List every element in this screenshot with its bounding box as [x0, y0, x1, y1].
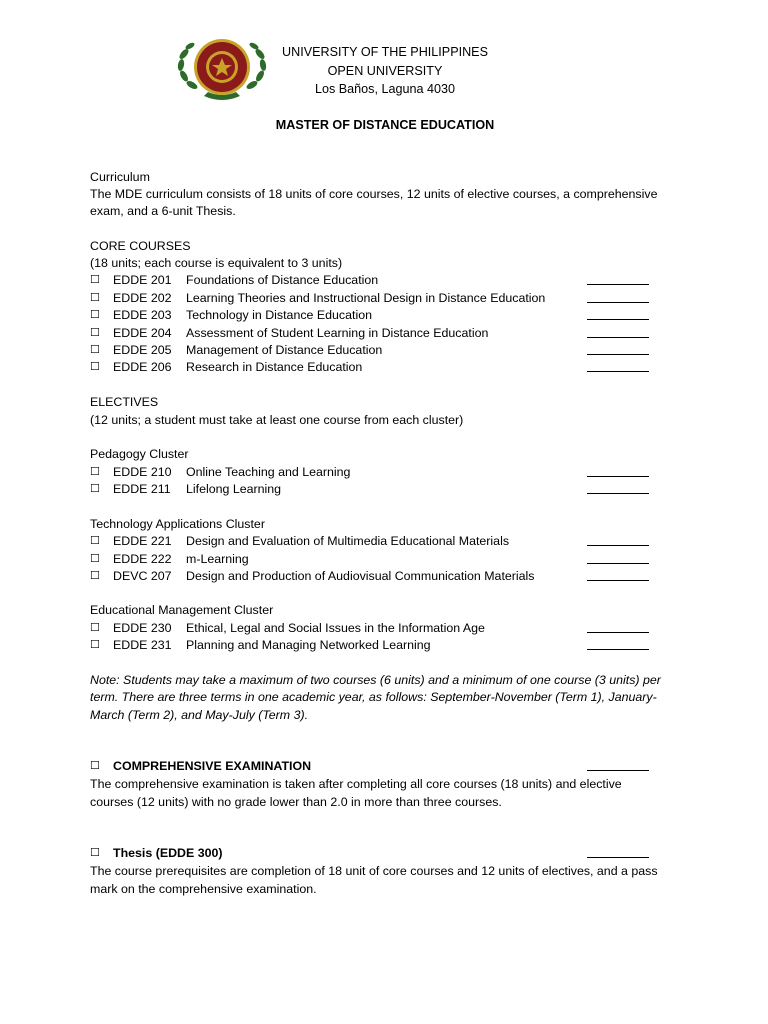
- university-name: UNIVERSITY OF THE PHILIPPINES: [282, 45, 488, 59]
- checkbox[interactable]: ☐: [90, 638, 100, 651]
- course-code: DEVC 207: [113, 569, 172, 583]
- completion-blank[interactable]: [587, 551, 649, 564]
- checkbox[interactable]: ☐: [90, 308, 100, 321]
- course-row: [90, 637, 650, 653]
- course-code: EDDE 201: [113, 273, 172, 287]
- completion-blank[interactable]: [587, 325, 649, 338]
- checkbox[interactable]: ☐: [90, 273, 100, 286]
- completion-blank[interactable]: [587, 533, 649, 546]
- course-row: [90, 272, 650, 288]
- completion-blank[interactable]: [587, 758, 649, 771]
- course-code: EDDE 210: [113, 465, 172, 479]
- thesis-row: [90, 845, 650, 861]
- checkbox[interactable]: ☐: [90, 482, 100, 495]
- checkbox[interactable]: ☐: [90, 621, 100, 634]
- course-title: Management of Distance Education: [186, 343, 383, 357]
- completion-blank[interactable]: [587, 342, 649, 355]
- course-title: Assessment of Student Learning in Distance Education: [186, 326, 489, 340]
- course-row: [90, 533, 650, 549]
- course-title: Online Teaching and Learning: [186, 465, 351, 479]
- comprehensive-exam-row: [90, 758, 650, 774]
- management-cluster-heading: Educational Management Cluster: [90, 603, 274, 617]
- course-row: [90, 481, 650, 497]
- course-code: EDDE 211: [113, 482, 171, 496]
- course-code: EDDE 205: [113, 343, 172, 357]
- course-code: EDDE 206: [113, 360, 172, 374]
- electives-note: (12 units; a student must take at least one course from each cluster): [90, 413, 464, 427]
- program-title: MASTER OF DISTANCE EDUCATION: [275, 118, 495, 132]
- thesis-text-line-1: The course prerequisites are completion of 18 unit of core courses and 12 units of electives, and a pass: [90, 864, 658, 878]
- completion-blank[interactable]: [587, 464, 649, 477]
- curriculum-text-line-1: The MDE curriculum consists of 18 units of core courses, 12 units of elective courses, a comprehensive: [90, 187, 658, 201]
- core-courses-heading: CORE COURSES: [90, 239, 191, 253]
- course-code: EDDE 230: [113, 621, 172, 635]
- completion-blank[interactable]: [587, 290, 649, 303]
- course-code: EDDE 231: [113, 638, 172, 652]
- course-row: [90, 464, 650, 480]
- completion-blank[interactable]: [587, 620, 649, 633]
- course-title: m-Learning: [186, 552, 249, 566]
- comprehensive-text-line-1: The comprehensive examination is taken after completing all core courses (18 units) and elective: [90, 777, 622, 791]
- course-row: [90, 307, 650, 323]
- checkbox[interactable]: ☐: [90, 552, 100, 565]
- course-code: EDDE 222: [113, 552, 172, 566]
- curriculum-heading: Curriculum: [90, 170, 150, 184]
- completion-blank[interactable]: [587, 568, 649, 581]
- course-row: [90, 342, 650, 358]
- course-code: EDDE 203: [113, 308, 172, 322]
- completion-blank[interactable]: [587, 637, 649, 650]
- course-title: Design and Evaluation of Multimedia Educational Materials: [186, 534, 510, 548]
- course-row: [90, 325, 650, 341]
- course-row: [90, 359, 650, 375]
- note-line-1: Note: Students may take a maximum of two courses (6 units) and a minimum of one course (3 units) per: [90, 673, 661, 687]
- course-row: [90, 290, 650, 306]
- course-row: [90, 568, 650, 584]
- pedagogy-cluster-heading: Pedagogy Cluster: [90, 447, 189, 461]
- checkbox[interactable]: ☐: [90, 343, 100, 356]
- technology-cluster-heading: Technology Applications Cluster: [90, 517, 265, 531]
- course-code: EDDE 221: [113, 534, 172, 548]
- curriculum-text-line-2: exam, and a 6-unit Thesis.: [90, 204, 236, 218]
- checkbox[interactable]: ☐: [90, 846, 100, 859]
- checkbox[interactable]: ☐: [90, 326, 100, 339]
- note-line-2: term. There are three terms in one academic year, as follows: September-November (Term 1), January-: [90, 690, 657, 704]
- completion-blank[interactable]: [587, 307, 649, 320]
- course-title: Learning Theories and Instructional Design in Distance Education: [186, 291, 546, 305]
- thesis-text-line-2: mark on the comprehensive examination.: [90, 882, 317, 896]
- checkbox[interactable]: ☐: [90, 465, 100, 478]
- electives-heading: ELECTIVES: [90, 395, 159, 409]
- completion-blank[interactable]: [587, 272, 649, 285]
- checkbox[interactable]: ☐: [90, 360, 100, 373]
- unit-name: OPEN UNIVERSITY: [327, 64, 443, 78]
- course-code: EDDE 202: [113, 291, 172, 305]
- course-title: Planning and Managing Networked Learning: [186, 638, 431, 652]
- course-title: Ethical, Legal and Social Issues in the Information Age: [186, 621, 485, 635]
- course-title: Design and Production of Audiovisual Communication Materials: [186, 569, 535, 583]
- checkbox[interactable]: ☐: [90, 759, 100, 772]
- checkbox[interactable]: ☐: [90, 569, 100, 582]
- course-code: EDDE 204: [113, 326, 172, 340]
- checkbox[interactable]: ☐: [90, 291, 100, 304]
- completion-blank[interactable]: [587, 845, 649, 858]
- completion-blank[interactable]: [587, 359, 649, 372]
- course-title: Technology in Distance Education: [186, 308, 372, 322]
- course-title: Lifelong Learning: [186, 482, 282, 496]
- course-title: Research in Distance Education: [186, 360, 363, 374]
- course-row: [90, 551, 650, 567]
- completion-blank[interactable]: [587, 481, 649, 494]
- comprehensive-text-line-2: courses (12 units) with no grade lower than 2.0 in more than three courses.: [90, 795, 502, 809]
- address: Los Baños, Laguna 4030: [314, 82, 456, 96]
- course-title: Foundations of Distance Education: [186, 273, 379, 287]
- course-row: [90, 620, 650, 636]
- comprehensive-exam-heading: COMPREHENSIVE EXAMINATION: [113, 759, 312, 773]
- note-line-3: March (Term 2), and May-July (Term 3).: [90, 708, 309, 722]
- core-courses-note: (18 units; each course is equivalent to 3 units): [90, 256, 343, 270]
- thesis-heading: Thesis (EDDE 300): [113, 846, 223, 860]
- checkbox[interactable]: ☐: [90, 534, 100, 547]
